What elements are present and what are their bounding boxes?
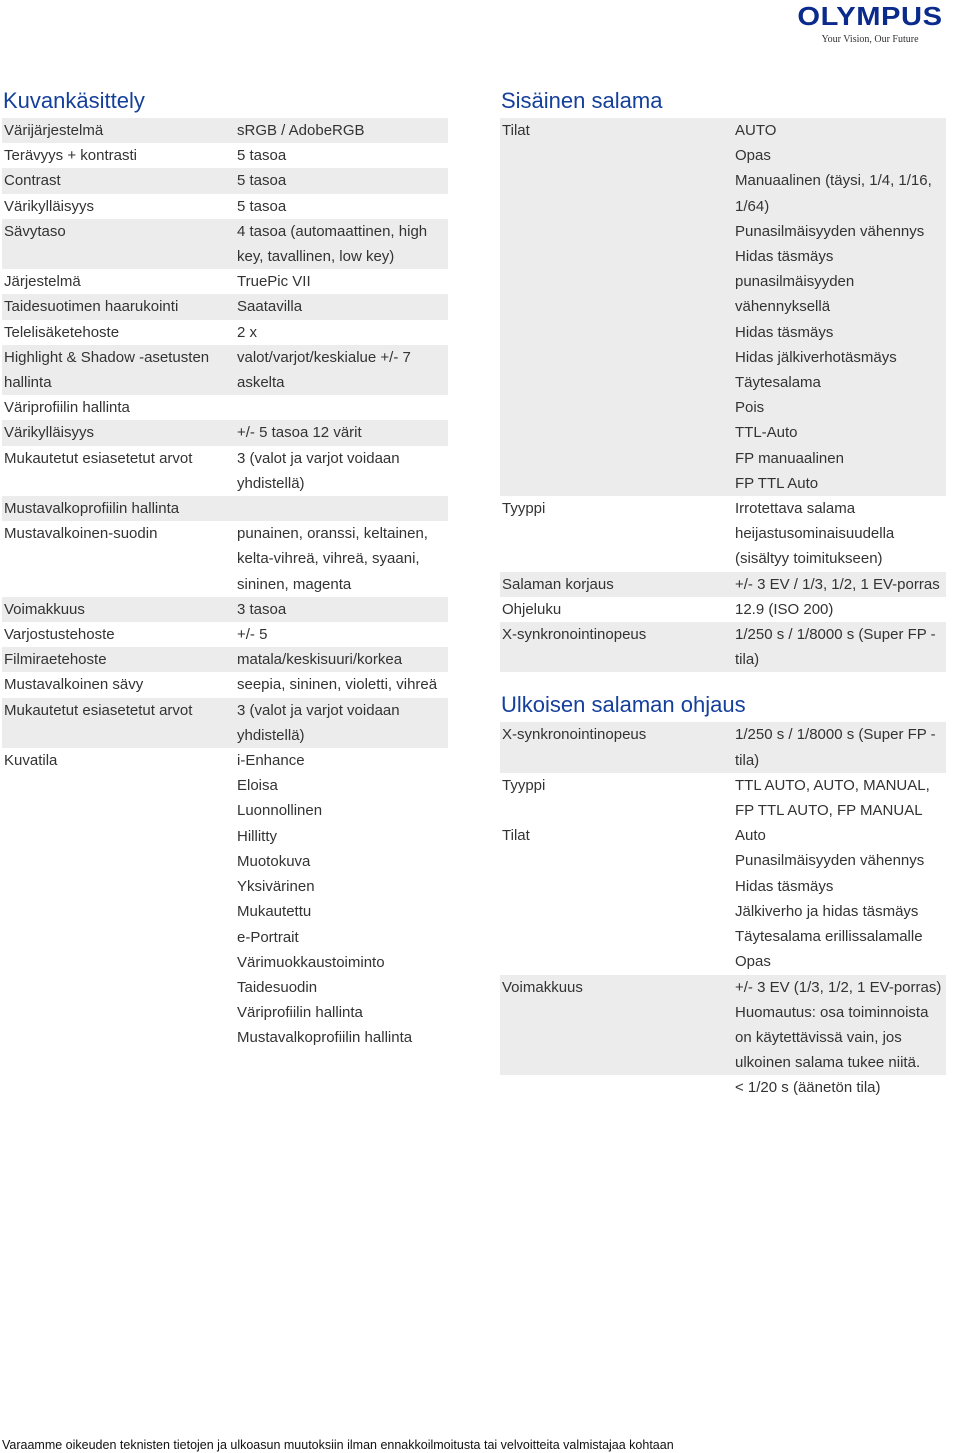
spec-value xyxy=(235,395,448,420)
list-item: Täytesalama xyxy=(735,374,821,392)
table-row xyxy=(2,395,448,420)
table-row xyxy=(2,345,448,395)
table-row xyxy=(2,294,448,319)
section-title-ulkoinen-salama: Ulkoisen salaman ohjaus xyxy=(501,692,746,718)
spec-label: Terävyys + kontrasti xyxy=(4,147,137,165)
table-row xyxy=(500,622,946,672)
flash-section xyxy=(500,88,946,1101)
spec-value: 1/250 s / 1/8000 s (Super FP -tila) xyxy=(733,722,946,772)
list-item: Opas xyxy=(735,147,771,165)
list-item: FP manuaalinen xyxy=(735,449,844,467)
image-processing-table xyxy=(2,118,448,1051)
list-item: Hillitty xyxy=(237,827,277,845)
list-item: e-Portrait xyxy=(237,928,299,946)
table-row xyxy=(500,722,946,772)
section-title-kuvankasittely: Kuvankäsittely xyxy=(3,88,145,113)
spec-label: Tyyppi xyxy=(502,500,546,518)
spec-value-list xyxy=(733,823,946,974)
spec-label: Taidesuotimen haarukointi xyxy=(2,294,235,319)
list-item: Mustavalkoprofiilin hallinta xyxy=(237,1029,413,1047)
table-row xyxy=(500,496,946,572)
list-item: Jälkiverho ja hidas täsmäys xyxy=(735,902,919,920)
list-item: Eloisa xyxy=(237,777,278,795)
spec-label: Varjostustehoste xyxy=(4,626,115,644)
spec-value: 5 tasoa xyxy=(237,197,287,215)
image-processing-section xyxy=(2,88,448,1051)
table-row xyxy=(2,168,448,193)
olympus-logo xyxy=(786,2,954,46)
spec-value: 1/250 s / 1/8000 s (Super FP -tila) xyxy=(733,622,946,672)
spec-label: X-synkronointinopeus xyxy=(500,722,733,772)
list-item: TTL-Auto xyxy=(735,424,798,442)
table-row xyxy=(2,521,448,597)
list-item: Luonnollinen xyxy=(237,802,323,820)
table-row xyxy=(2,143,448,168)
spec-label: Sävytaso xyxy=(2,219,235,269)
spec-value-text: +/- 3 EV (1/3, 1/2, 1 EV-porras) xyxy=(735,978,942,996)
list-item: Muotokuva xyxy=(237,852,311,870)
section-title-sisainen-salama: Sisäinen salama xyxy=(501,88,663,113)
list-item: Yksivärinen xyxy=(237,878,315,896)
list-item: Manuaalinen (täysi, 1/4, 1/16, 1/64) xyxy=(735,172,932,215)
spec-value: 12.9 (ISO 200) xyxy=(735,600,834,618)
spec-value: +/- 3 EV / 1/3, 1/2, 1 EV-porras xyxy=(733,572,946,597)
list-item: Hidas täsmäys xyxy=(735,877,834,895)
table-row xyxy=(2,647,448,672)
list-item: AUTO xyxy=(735,122,777,139)
spec-label: Telelisäketehoste xyxy=(4,323,120,341)
table-row xyxy=(2,597,448,622)
list-item: i-Enhance xyxy=(237,752,305,770)
list-item: Hidas täsmäys xyxy=(735,323,834,341)
spec-label: Ohjeluku xyxy=(502,600,562,618)
table-row xyxy=(2,672,448,697)
table-row xyxy=(2,446,448,496)
table-row xyxy=(500,118,946,496)
table-row xyxy=(2,320,448,345)
spec-label: Värikylläisyys xyxy=(4,197,95,215)
list-item: Väriprofiilin hallinta xyxy=(237,1004,363,1022)
spec-value: < 1/20 s (äänetön tila) xyxy=(735,1079,881,1097)
spec-label: Voimakkuus xyxy=(500,975,733,1076)
spec-label: Voimakkuus xyxy=(2,597,235,622)
spec-value: Saatavilla xyxy=(235,294,448,319)
spec-value-list xyxy=(733,118,946,496)
spec-value-list xyxy=(235,748,448,1050)
list-item: Punasilmäisyyden vähennys xyxy=(735,222,925,240)
spec-label: Highlight & Shadow -asetusten hallinta xyxy=(2,345,235,395)
external-flash-table xyxy=(500,722,946,1100)
logo-tagline: Your Vision, Our Future xyxy=(821,34,919,45)
internal-flash-table xyxy=(500,118,946,672)
spec-label: Mustavalkoinen-suodin xyxy=(4,525,158,543)
spec-label xyxy=(500,1075,733,1100)
spec-label: Salaman korjaus xyxy=(500,572,733,597)
spec-label: X-synkronointinopeus xyxy=(500,622,733,672)
spec-label: Contrast xyxy=(2,168,235,193)
logo-wordmark: OLYMPUS xyxy=(797,1,943,31)
list-item: Hidas jälkiverhotäsmäys xyxy=(735,348,897,366)
list-item: Mukautettu xyxy=(237,903,312,921)
table-row xyxy=(2,420,448,445)
footer-disclaimer: Varaamme oikeuden teknisten tietojen ja ulkoasun muutoksiin ilman ennakkoilmoitusta tai velvoitteita valmistajaa kohtaan xyxy=(2,1438,674,1452)
table-row xyxy=(2,194,448,219)
spec-value: 5 tasoa xyxy=(237,147,287,165)
spec-label: Filmiraetehoste xyxy=(2,647,235,672)
table-row xyxy=(500,1075,946,1100)
spec-value: +/- 5 tasoa 12 värit xyxy=(235,420,448,445)
table-row xyxy=(2,269,448,294)
table-row xyxy=(2,698,448,748)
list-item: Punasilmäisyyden vähennys xyxy=(735,852,925,870)
spec-value: 2 x xyxy=(237,323,258,341)
spec-label: Järjestelmä xyxy=(4,273,81,291)
table-row xyxy=(2,118,448,143)
spec-value: punainen, oranssi, keltainen, kelta-vihreä, vihreä, syaani, sininen, magenta xyxy=(237,525,428,593)
spec-value: +/- 5 xyxy=(237,626,268,644)
spec-value: TruePic VII xyxy=(237,273,311,291)
list-item: Värimuokkaustoiminto xyxy=(237,953,385,971)
list-item: Auto xyxy=(735,827,766,845)
spec-value: 3 (valot ja varjot voidaan yhdistellä) xyxy=(237,449,400,492)
spec-label: Värikylläisyys xyxy=(2,420,235,445)
spec-label: Tilat xyxy=(502,827,530,845)
spec-label: Mustavalkoprofiilin hallinta xyxy=(2,496,235,521)
spec-label: Väriprofiilin hallinta xyxy=(4,399,130,417)
spec-label: Tyyppi xyxy=(502,776,546,794)
table-row xyxy=(2,219,448,269)
spec-label: Mustavalkoinen sävy xyxy=(4,676,144,694)
spec-label: Tilat xyxy=(500,118,733,496)
list-item: Täytesalama erillissalamalle xyxy=(735,928,923,946)
list-item: FP TTL Auto xyxy=(735,474,819,492)
table-row xyxy=(2,496,448,521)
table-row xyxy=(500,773,946,823)
spec-value: seepia, sininen, violetti, vihreä xyxy=(237,676,438,694)
spec-note: Huomautus: osa toiminnoista on käytettävissä vain, jos ulkoinen salama tukee niitä. xyxy=(735,1003,929,1072)
list-item: Opas xyxy=(735,953,771,971)
table-row xyxy=(2,748,448,1050)
list-item: Hidas täsmäys punasilmäisyyden vähennyksellä xyxy=(735,248,855,316)
table-row xyxy=(500,572,946,597)
spec-value: 3 tasoa xyxy=(235,597,448,622)
table-row xyxy=(500,975,946,1076)
spec-label: Mukautetut esiasetetut arvot xyxy=(4,449,193,467)
spec-label: Värijärjestelmä xyxy=(2,118,235,143)
table-row xyxy=(2,622,448,647)
table-row xyxy=(500,597,946,622)
spec-value: sRGB / AdobeRGB xyxy=(235,118,448,143)
list-item: Taidesuodin xyxy=(237,978,318,996)
spec-value: TTL AUTO, AUTO, MANUAL, FP TTL AUTO, FP MANUAL xyxy=(735,776,930,820)
table-row xyxy=(500,823,946,974)
spec-value: 5 tasoa xyxy=(235,168,448,193)
spec-label: Kuvatila xyxy=(4,752,58,770)
spec-value: valot/varjot/keskialue +/- 7 askelta xyxy=(235,345,448,395)
spec-value: matala/keskisuuri/korkea xyxy=(235,647,448,672)
spec-value xyxy=(733,975,946,1076)
spec-value: 4 tasoa (automaattinen, high key, tavallinen, low key) xyxy=(235,219,448,269)
spec-label: Mukautetut esiasetetut arvot xyxy=(2,698,235,748)
spec-value: 3 (valot ja varjot voidaan yhdistellä) xyxy=(235,698,448,748)
list-item: Pois xyxy=(735,399,765,417)
spec-value: Irrotettava salama heijastusominaisuudella (sisältyy toimitukseen) xyxy=(735,500,895,568)
spec-value xyxy=(235,496,448,521)
